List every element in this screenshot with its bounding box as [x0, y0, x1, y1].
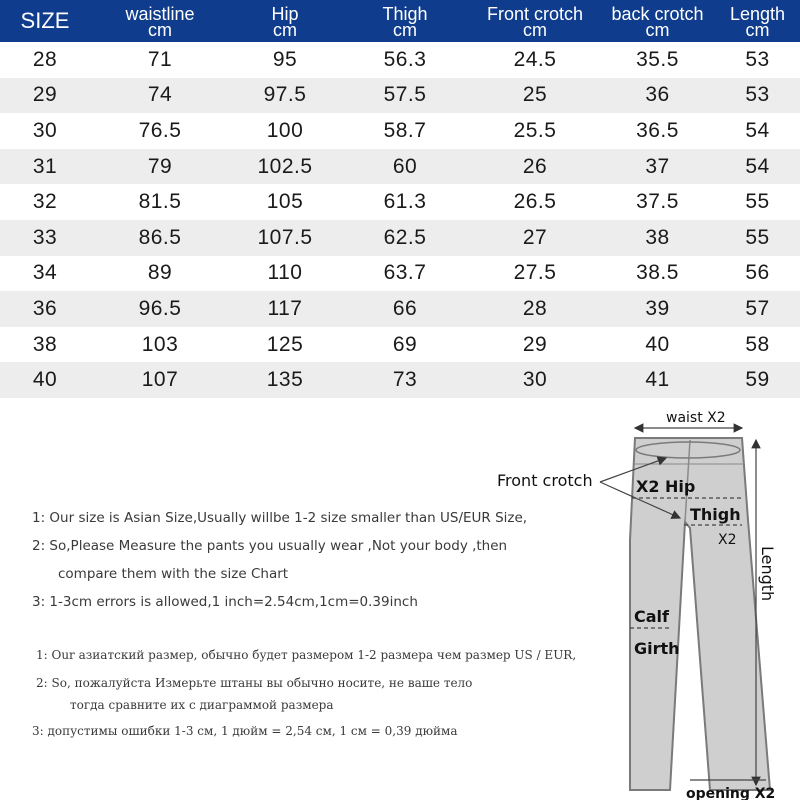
- table-row: [0, 327, 800, 363]
- cell-length: 53: [715, 78, 800, 114]
- cell-waistline: 74: [90, 78, 230, 114]
- label-length: Length: [758, 546, 777, 602]
- cell-hip: 110: [230, 256, 340, 292]
- header-thigh: Thigh cm: [340, 0, 470, 42]
- cell-front-crotch: 28: [470, 291, 600, 327]
- cell-thigh: 58.7: [340, 113, 470, 149]
- cell-hip: 100: [230, 113, 340, 149]
- cell-thigh: 73: [340, 362, 470, 398]
- cell-front-crotch: 24.5: [470, 42, 600, 78]
- cell-size: 40: [0, 362, 90, 398]
- cell-length: 59: [715, 362, 800, 398]
- note-en-2-cont: compare them with the size Chart: [58, 566, 289, 582]
- cell-hip: 135: [230, 362, 340, 398]
- cell-length: 56: [715, 256, 800, 292]
- cell-back-crotch: 36.5: [600, 113, 715, 149]
- label-hip: X2 Hip: [636, 477, 696, 496]
- label-front-crotch: Front crotch: [497, 471, 593, 490]
- note-en-2: 2: So,Please Measure the pants you usually wear ,Not your body ,then: [32, 538, 508, 554]
- cell-back-crotch: 39: [600, 291, 715, 327]
- cell-size: 28: [0, 42, 90, 78]
- pants-measurement-diagram: [480, 400, 800, 800]
- cell-size: 30: [0, 113, 90, 149]
- cell-length: 58: [715, 327, 800, 363]
- cell-hip: 107.5: [230, 220, 340, 256]
- cell-front-crotch: 26.5: [470, 184, 600, 220]
- cell-front-crotch: 25: [470, 78, 600, 114]
- cell-length: 55: [715, 184, 800, 220]
- table-row: [0, 184, 800, 220]
- cell-back-crotch: 37: [600, 149, 715, 185]
- cell-thigh: 61.3: [340, 184, 470, 220]
- cell-back-crotch: 40: [600, 327, 715, 363]
- cell-front-crotch: 25.5: [470, 113, 600, 149]
- cell-size: 33: [0, 220, 90, 256]
- cell-waistline: 103: [90, 327, 230, 363]
- cell-back-crotch: 38: [600, 220, 715, 256]
- label-opening: opening X2: [686, 786, 776, 800]
- cell-waistline: 81.5: [90, 184, 230, 220]
- label-thigh: Thigh: [690, 505, 741, 524]
- cell-front-crotch: 29: [470, 327, 600, 363]
- cell-size: 31: [0, 149, 90, 185]
- cell-front-crotch: 27: [470, 220, 600, 256]
- cell-hip: 117: [230, 291, 340, 327]
- note-en-3: 3: 1-3cm errors is allowed,1 inch=2.54cm,1cm=0.39inch: [32, 594, 418, 610]
- cell-length: 54: [715, 149, 800, 185]
- cell-waistline: 79: [90, 149, 230, 185]
- cell-size: 38: [0, 327, 90, 363]
- table-row: [0, 149, 800, 185]
- cell-back-crotch: 38.5: [600, 256, 715, 292]
- table-row: [0, 78, 800, 114]
- cell-hip: 125: [230, 327, 340, 363]
- table-row: [0, 113, 800, 149]
- cell-hip: 102.5: [230, 149, 340, 185]
- cell-thigh: 62.5: [340, 220, 470, 256]
- cell-waistline: 76.5: [90, 113, 230, 149]
- note-ru-3: 3: допустимы ошибки 1-3 см, 1 дюйм = 2,54 см, 1 см = 0,39 дюйма: [32, 724, 458, 738]
- cell-size: 29: [0, 78, 90, 114]
- cell-thigh: 57.5: [340, 78, 470, 114]
- note-ru-2-cont: тогда сравните их с диаграммой размера: [70, 698, 334, 712]
- cell-waistline: 71: [90, 42, 230, 78]
- header-waistline: waistline cm: [90, 0, 230, 42]
- cell-size: 36: [0, 291, 90, 327]
- cell-back-crotch: 35.5: [600, 42, 715, 78]
- header-back-crotch: back crotch cm: [600, 0, 715, 42]
- cell-thigh: 56.3: [340, 42, 470, 78]
- label-calf: Calf: [634, 607, 669, 626]
- cell-thigh: 60: [340, 149, 470, 185]
- label-girth: Girth: [634, 639, 680, 658]
- cell-length: 55: [715, 220, 800, 256]
- cell-length: 57: [715, 291, 800, 327]
- header-hip: Hip cm: [230, 0, 340, 42]
- cell-length: 54: [715, 113, 800, 149]
- cell-front-crotch: 26: [470, 149, 600, 185]
- cell-waistline: 107: [90, 362, 230, 398]
- note-en-1: 1: Our size is Asian Size,Usually willbe 1-2 size smaller than US/EUR Size,: [32, 510, 528, 526]
- note-ru-2: 2: So, пожалуйста Измерьте штаны вы обычно носите, не ваше тело: [36, 676, 473, 690]
- table-body: [0, 42, 800, 398]
- label-waist: waist X2: [666, 410, 726, 426]
- cell-back-crotch: 37.5: [600, 184, 715, 220]
- cell-hip: 97.5: [230, 78, 340, 114]
- cell-back-crotch: 41: [600, 362, 715, 398]
- cell-size: 34: [0, 256, 90, 292]
- table-row: [0, 256, 800, 292]
- table-row: [0, 291, 800, 327]
- cell-waistline: 96.5: [90, 291, 230, 327]
- header-front-crotch: Front crotch cm: [470, 0, 600, 42]
- cell-length: 53: [715, 42, 800, 78]
- cell-waistline: 89: [90, 256, 230, 292]
- cell-thigh: 69: [340, 327, 470, 363]
- cell-waistline: 86.5: [90, 220, 230, 256]
- table-header-row: [0, 0, 800, 42]
- cell-hip: 95: [230, 42, 340, 78]
- cell-front-crotch: 27.5: [470, 256, 600, 292]
- header-length: Length cm: [715, 0, 800, 42]
- note-ru-1: 1: Our азиатский размер, обычно будет размером 1-2 размера чем размер US / EUR,: [36, 648, 577, 662]
- size-chart-table: [0, 0, 800, 398]
- header-size: SIZE: [0, 0, 90, 42]
- cell-size: 32: [0, 184, 90, 220]
- cell-thigh: 63.7: [340, 256, 470, 292]
- table-row: [0, 42, 800, 78]
- label-thigh-x2: X2: [718, 532, 737, 548]
- cell-back-crotch: 36: [600, 78, 715, 114]
- cell-hip: 105: [230, 184, 340, 220]
- cell-front-crotch: 30: [470, 362, 600, 398]
- cell-thigh: 66: [340, 291, 470, 327]
- table-row: [0, 362, 800, 398]
- table-row: [0, 220, 800, 256]
